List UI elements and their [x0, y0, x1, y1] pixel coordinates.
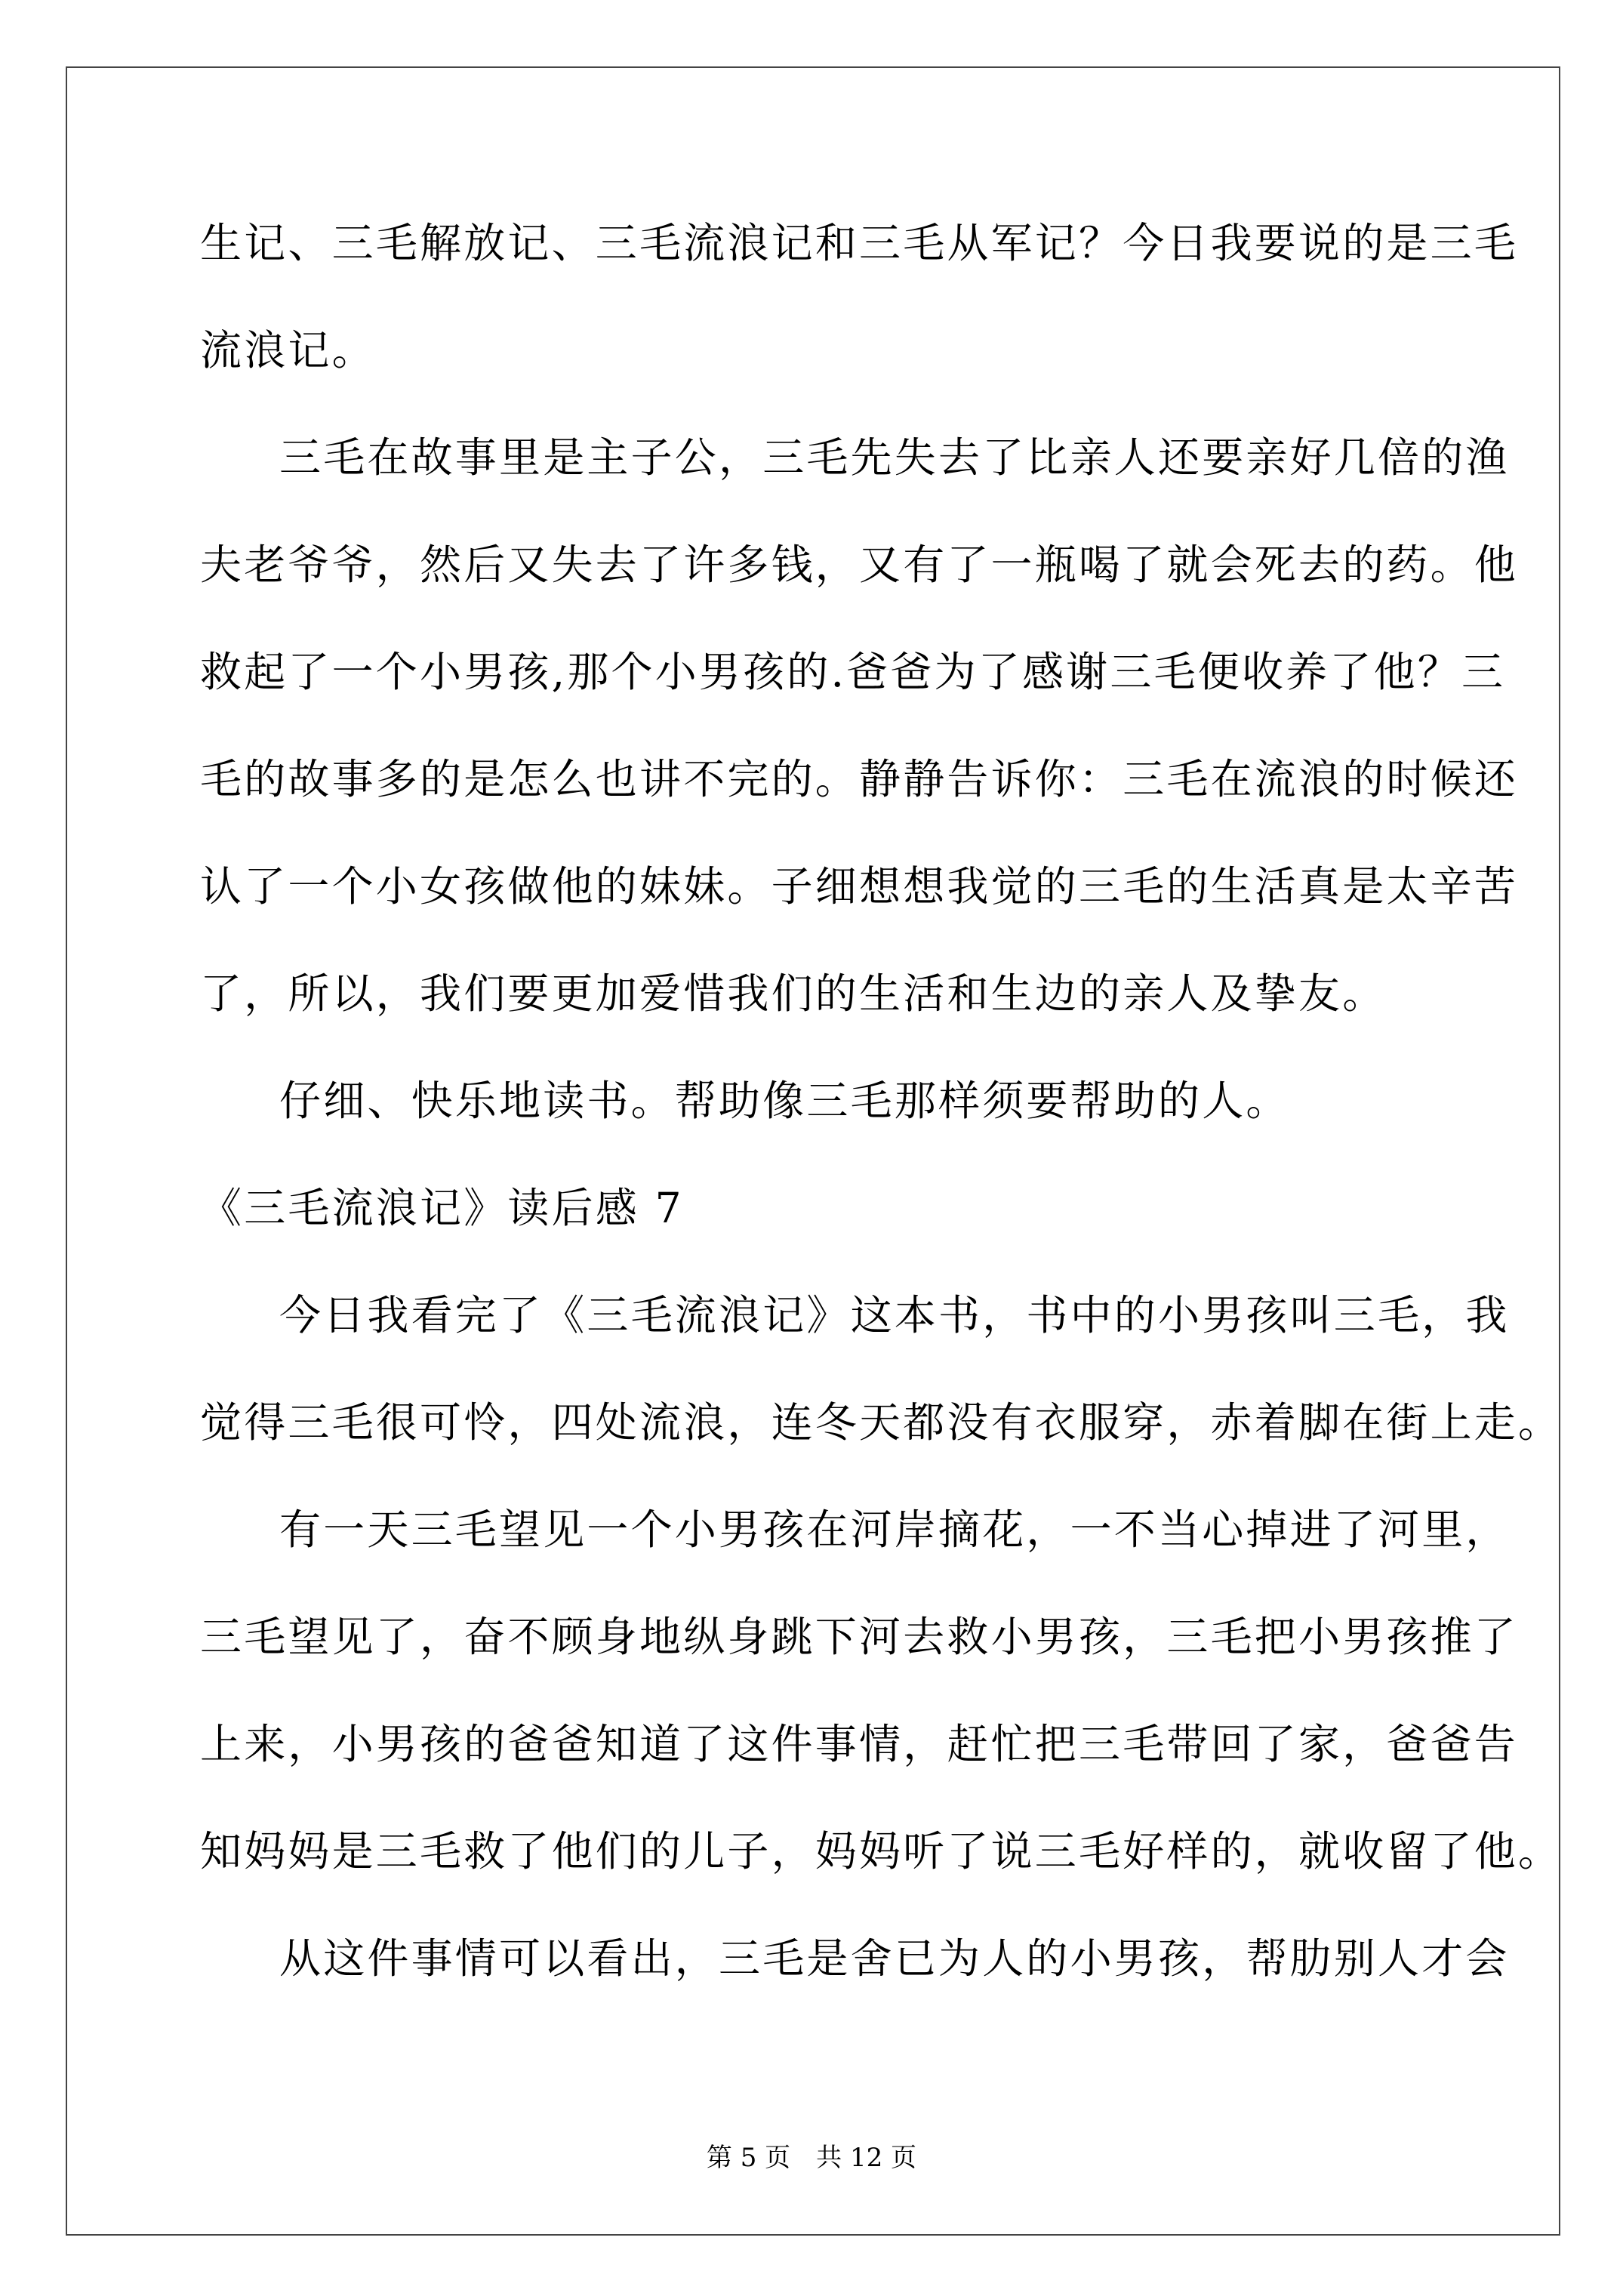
- text-line: 上来，小男孩的爸爸知道了这件事情，赶忙把三毛带回了家，爸爸告: [200, 1720, 1519, 1768]
- text-line: 救起了一个小男孩,那个小男孩的.爸爸为了感谢三毛便收养了他？三: [200, 648, 1506, 696]
- text-line: 生记、三毛解放记、三毛流浪记和三毛从军记？今日我要说的是三毛: [200, 219, 1519, 267]
- text-line: 知妈妈是三毛救了他们的儿子，妈妈听了说三毛好样的，就收留了他。: [200, 1827, 1563, 1875]
- paragraph-start-line: 三毛在故事里是主子公，三毛先失去了比亲人还要亲好几倍的渔: [279, 433, 1510, 482]
- text-line: 觉得三毛很可怜，四处流浪，连冬天都没有衣服穿，赤着脚在街上走。: [200, 1398, 1563, 1447]
- paragraph-start-line: 仔细、快乐地读书。帮助像三毛那样须要帮助的人。: [279, 1077, 1290, 1125]
- text-line: 毛的故事多的是怎么也讲不完的。静静告诉你：三毛在流浪的时候还: [200, 755, 1519, 803]
- text-line: 三毛望见了，奋不顾身地纵身跳下河去救小男孩，三毛把小男孩推了: [200, 1613, 1519, 1661]
- paragraph-start-line: 有一天三毛望见一个小男孩在河岸摘花，一不当心掉进了河里，: [279, 1505, 1510, 1554]
- paragraph-start-line: 今日我看完了《三毛流浪记》这本书，书中的小男孩叫三毛，我: [279, 1291, 1510, 1339]
- paragraph-start-line: 从这件事情可以看出，三毛是舍已为人的小男孩，帮肋别人才会: [279, 1934, 1510, 1983]
- text-line: 认了一个小女孩做他的妹妹。子细想想我觉的三毛的生活真是太辛苦: [200, 862, 1519, 911]
- page-number-footer: 第 5 页 共 12 页: [706, 2143, 917, 2173]
- section-title: 《三毛流浪记》读后感 7: [200, 1184, 684, 1232]
- page-frame: [66, 66, 1563, 2236]
- text-line: 夫老爷爷，然后又失去了许多钱，又有了一瓶喝了就会死去的药。他: [200, 541, 1519, 589]
- text-line: 了，所以，我们要更加爱惜我们的生活和生边的亲人及挚友。: [200, 969, 1387, 1018]
- text-line: 流浪记。: [200, 326, 376, 374]
